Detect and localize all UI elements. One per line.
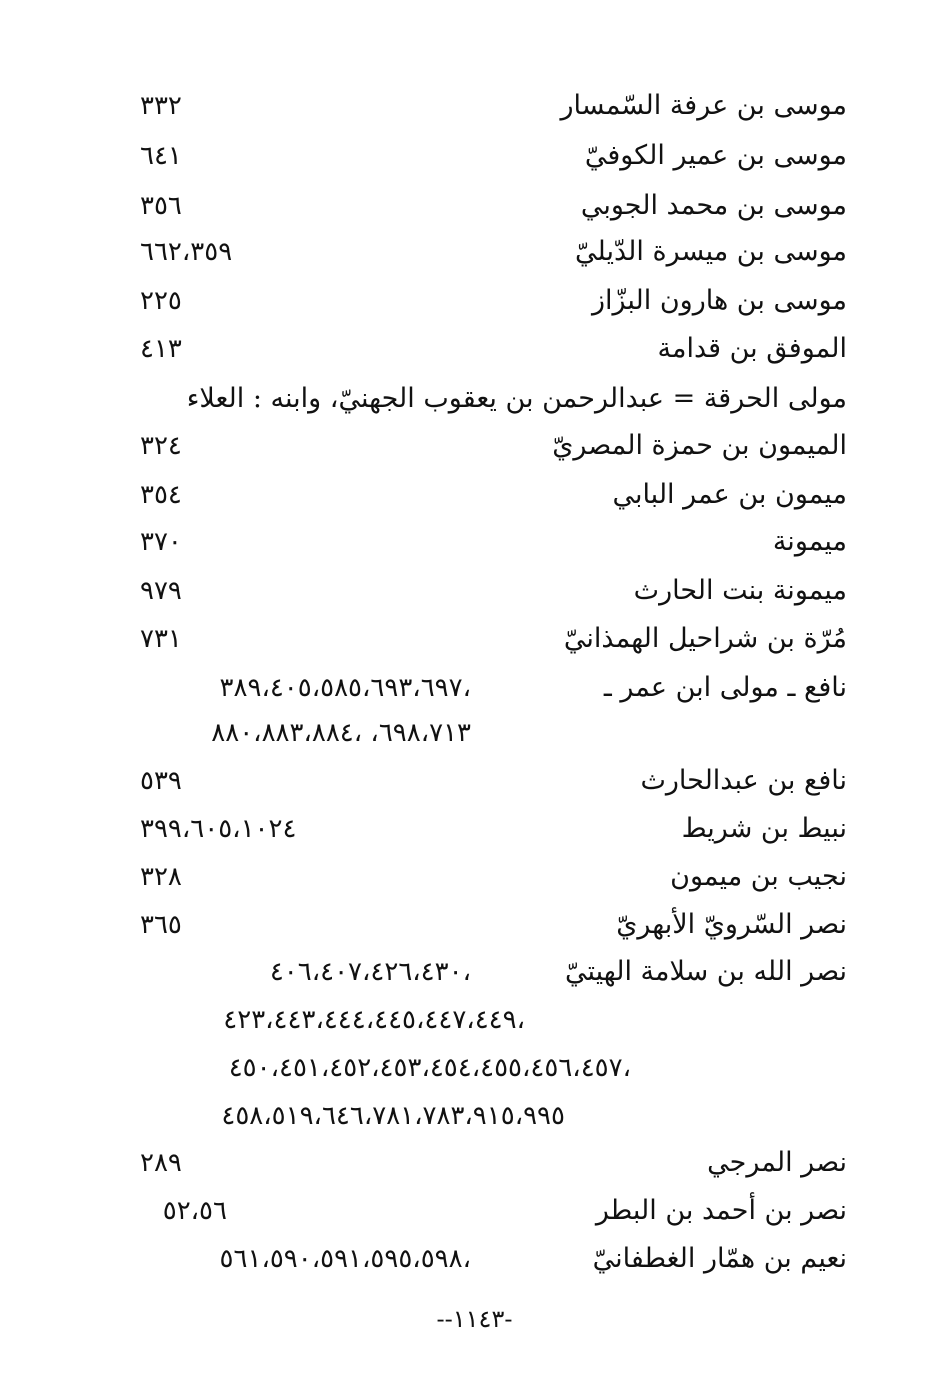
entry-pages: ٢٢٥ [140, 286, 182, 316]
entry-pages: ٣٢٤ [140, 431, 182, 461]
entry-name: موسى بن محمد الجوبي [580, 190, 847, 221]
entry-name: نبيط بن شريط [681, 813, 847, 844]
index-entry [0, 950, 949, 994]
index-entry [0, 903, 949, 947]
index-entry [0, 520, 949, 564]
entry-pages: ٦٩٨،٧١٣، ،٨٨٠،٨٨٣،٨٨٤ [211, 718, 471, 748]
entry-name: نجيب بن ميمون [670, 861, 847, 892]
entry-pages: ٥٦١،٥٩٠،٥٩١،٥٩٥،٥٩٨، [219, 1244, 471, 1274]
index-entry [0, 184, 949, 228]
entry-name: نعيم بن همّار الغطفانيّ [592, 1243, 847, 1274]
entry-pages: ٥٣٩ [140, 766, 182, 796]
entry-pages: ٣٨٩،٤٠٥،٥٨٥،٦٩٣،٦٩٧، [219, 673, 471, 703]
entry-pages: ٣٥٤ [140, 480, 182, 510]
index-entry [0, 1237, 949, 1281]
entry-name: نصر السّرويّ الأبهريّ [616, 909, 847, 940]
entry-pages: ٣٥٦ [140, 191, 182, 221]
entry-pages: ٣٧٠ [140, 527, 182, 557]
index-entry [0, 134, 949, 178]
index-entry [0, 569, 949, 613]
index-entry-continuation [0, 711, 949, 755]
page-number: --١١٤٣- [436, 1305, 513, 1333]
index-entry [0, 424, 949, 468]
entry-name: نصر الله بن سلامة الهيتيّ [564, 956, 847, 987]
entry-pages: ٤٢٣،٤٤٣،٤٤٤،٤٤٥،٤٤٧،٤٤٩، [223, 1005, 525, 1035]
entry-name: نافع بن عبدالحارث [640, 765, 847, 796]
entry-pages: ٣٦٥ [140, 910, 182, 940]
index-entry-continuation [0, 998, 949, 1042]
index-entry [0, 1189, 949, 1233]
entry-name: ميمونة بنت الحارث [633, 575, 847, 606]
index-entry-cross-reference [0, 377, 949, 421]
entry-name: نصر بن أحمد بن البطر [595, 1195, 847, 1226]
index-entry [0, 230, 949, 274]
entry-name: موسى بن هارون البزّاز [591, 285, 847, 316]
entry-pages: ٤٥٨،٥١٩،٦٤٦،٧٨١،٧٨٣،٩١٥،٩٩٥ [221, 1101, 565, 1131]
index-entry [0, 1141, 949, 1185]
entry-name: موسى بن عرفة السّمسار [560, 90, 847, 121]
entry-pages: ٣٣٢ [140, 91, 182, 121]
index-entry-continuation [0, 1094, 949, 1138]
index-entry [0, 473, 949, 517]
index-entry [0, 807, 949, 851]
entry-name: الميمون بن حمزة المصريّ [552, 430, 847, 461]
index-entry [0, 327, 949, 371]
entry-name: ميمونة [772, 526, 847, 557]
entry-pages: ٤٠٦،٤٠٧،٤٢٦،٤٣٠، [269, 957, 471, 987]
entry-name: مُرّة بن شراحيل الهمذانيّ [563, 623, 847, 654]
entry-name: نافع ـ مولى ابن عمر ـ [603, 672, 847, 703]
entry-name: موسى بن ميسرة الدّيليّ [575, 236, 847, 267]
index-entry-continuation [0, 1046, 949, 1090]
entry-name: مولى الحرقة = عبدالرحمن بن يعقوب الجهنيّ، وابنه : العلاء [186, 383, 847, 414]
entry-pages: ٧٣١ [140, 624, 182, 654]
entry-pages: ٦٦٢،٣٥٩ [140, 237, 233, 267]
entry-pages: ٣٩٩،٦٠٥،١٠٢٤ [140, 814, 297, 844]
entry-pages: ٣٢٨ [140, 862, 182, 892]
entry-pages: ٤٥٠،٤٥١،٤٥٢،٤٥٣،٤٥٤،٤٥٥،٤٥٦،٤٥٧، [228, 1053, 631, 1083]
entry-name: ميمون بن عمر البابي [612, 479, 847, 510]
index-entry [0, 759, 949, 803]
entry-pages: ٤١٣ [140, 334, 182, 364]
index-entry [0, 666, 949, 710]
entry-pages: ٦٤١ [140, 141, 182, 171]
index-entry [0, 279, 949, 323]
index-entry [0, 855, 949, 899]
index-entry [0, 617, 949, 661]
entry-name: الموفق بن قدامة [657, 333, 847, 364]
entry-pages: ٢٨٩ [140, 1148, 182, 1178]
entry-name: نصر المرجي [707, 1147, 847, 1178]
entry-pages: ٥٢،٥٦ [162, 1196, 227, 1226]
entry-pages: ٩٧٩ [140, 576, 182, 606]
index-entry [0, 84, 949, 128]
entry-name: موسى بن عمير الكوفيّ [584, 140, 847, 171]
